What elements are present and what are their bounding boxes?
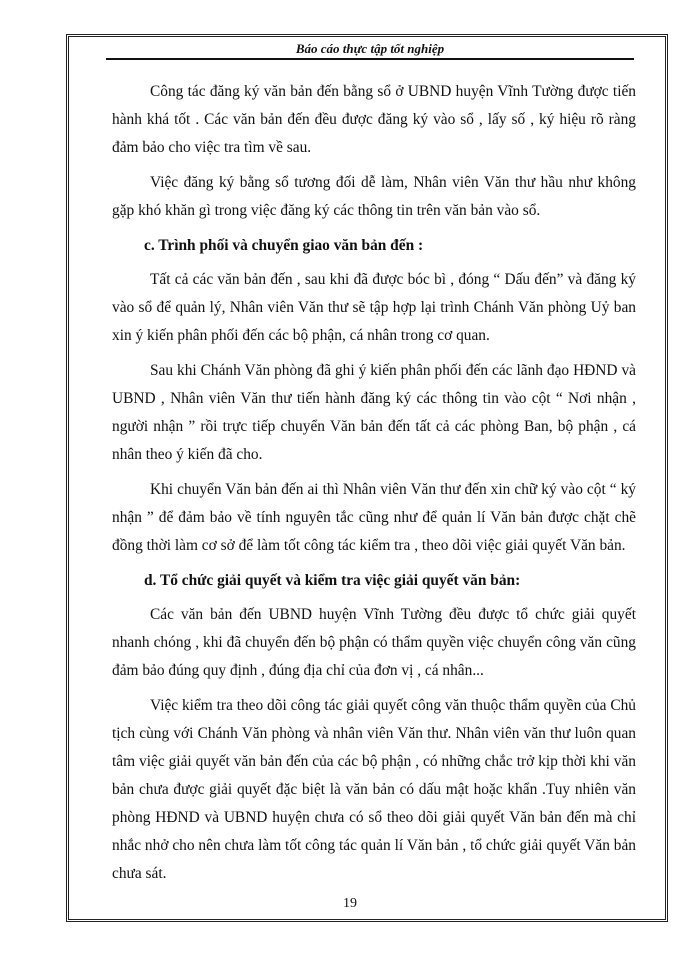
paragraph: Sau khi Chánh Văn phòng đã ghi ý kiến phân phối đến các lãnh đạo HĐND và UBND , Nhân viên Văn thư tiến hành đăng ký các thông tin vào cột “ Nơi nhận , người nhận ” rồi trực tiếp chuyển Văn bản đến tất cả các phòng Ban, bộ phận , cá nhân theo ý kiến đã cho. [112,362,636,463]
header-rule [106,58,634,60]
paragraph: Việc kiểm tra theo dõi công tác giải quyết công văn thuộc thẩm quyền của Chủ tịch cùng với Chánh Văn phòng và nhân viên Văn thư. Nhân viên văn thư luôn quan tâm việc giải quyết văn bản đến của các bộ phận , có những chắc trở kịp thời khi văn bản chưa được giải quyết đặc biệt là văn bản có dấu mật hoặc khẩn .Tuy nhiên văn phòng HĐND và UBND huyện chưa có sổ theo dõi giải quyết Văn bản đến mà chỉ nhắc nhở cho nên chưa làm tốt công tác quản lí Văn bản , tổ chức giải quyết Văn bản chưa sát. [112,697,636,882]
running-header: Báo cáo thực tập tốt nghiệp [295,41,445,56]
paragraph: Việc đăng ký bằng sổ tương đối dễ làm, Nhân viên Văn thư hầu như không gặp khó khăn gì trong việc đăng ký các thông tin trên văn bản vào sổ. [112,174,636,219]
paragraph: Tất cả các văn bản đến , sau khi đã được bóc bì , đóng “ Dấu đến” và đăng ký vào sổ để quản lý, Nhân viên Văn thư sẽ tập hợp lại trình Chánh Văn phòng Uỷ ban xin ý kiến phân phối đến các bộ phận, cá nhân trong cơ quan. [112,271,636,344]
section-heading: c. Trình phối và chuyển giao văn bản đến : [144,237,424,254]
paragraph: Các văn bản đến UBND huyện Vĩnh Tường đều được tổ chức giải quyết nhanh chóng , khi đã chuyển đến bộ phận có thẩm quyền việc chuyển công văn cũng đảm bảo đúng quy định , đúng địa chỉ của đơn vị , cá nhân... [112,606,636,679]
paragraph: Khi chuyển Văn bản đến ai thì Nhân viên Văn thư đến xin chữ ký vào cột “ ký nhận ” để đảm bảo về tính nguyên tắc cũng như để quản lí Văn bản được chặt chẽ đồng thời làm cơ sở để làm tốt công tác kiểm tra , theo dõi việc giải quyết Văn bản. [112,481,636,554]
section-heading: d. Tổ chức giải quyết và kiểm tra việc giải quyết văn bản: [144,572,521,589]
page-number: 19 [343,896,357,911]
paragraph: Công tác đăng ký văn bản đến bằng sổ ở UBND huyện Vĩnh Tường được tiến hành khá tốt . Các văn bản đến đều được đăng ký vào sổ , lấy số , ký hiệu rõ ràng đảm bảo cho việc tra tìm về sau. [112,83,636,156]
body-text [112,78,636,895]
